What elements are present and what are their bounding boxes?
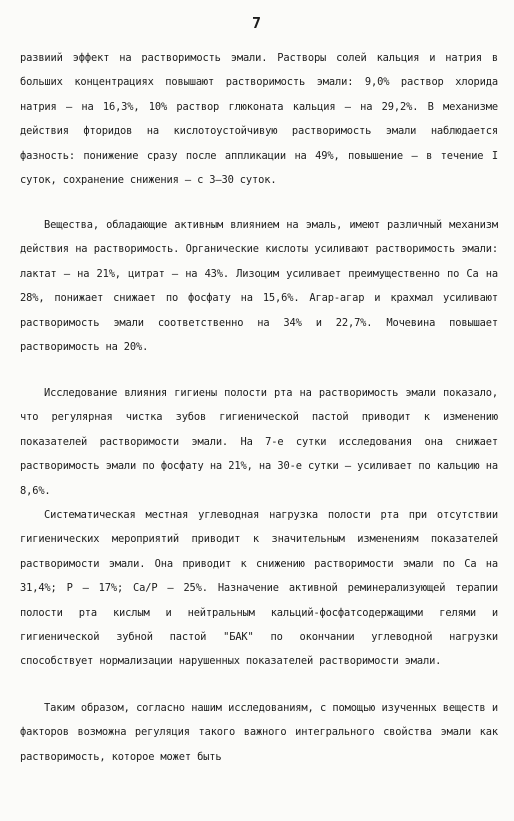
page-number: 7 (251, 14, 263, 32)
text-paragraph-1 (20, 46, 498, 192)
text-paragraph-4 (20, 503, 498, 674)
paragraph-text: Исследование влияния гигиены полости рта на растворимость эмали показало, что регулярная чистка зубов гигиенической пастой приводит к изменению показателей растворимости эмали. На 7-е сутки исследования она снижает растворимость эмали по фосфату на 21%, на 30-е сутки – усиливает по кальцию на 8,6%. (20, 387, 498, 497)
text-paragraph-5 (20, 696, 498, 769)
paragraph-text: развиий эффект на растворимость эмали. Растворы солей кальция и натрия в больших концентрациях повышают растворимость эмали: 9,0% раствор хлорида натрия – на 16,3%, 10% раствор глюконата кальция – на 29,2%. В механизме действия фторидов на кислотоустойчивую растворимость эмали наблюдается фазность: понижение сразу после аппликации на 49%, повышение – в течение I суток, сохранение снижения – с 3–30 суток. (20, 52, 498, 187)
text-paragraph-3 (20, 381, 498, 503)
text-paragraph-2 (20, 213, 498, 359)
paragraph-text: Систематическая местная углеводная нагрузка полости рта при отсутствии гигиенических мероприятий приводит к значительным изменениям показателей растворимости эмали. Она приводит к снижению растворимости эмали по Ca на 31,4%; P – 17%; Ca/P – 25%. Назначение активной реминерализующей терапии полости рта кислым и нейтральным кальций-фосфатсодержащими гелями и гигиенической зубной пастой "БАК" по окончании углеводной нагрузки способствует нормализации нарушенных показателей растворимости эмали. (20, 509, 498, 668)
paragraph-text: Таким образом, согласно нашим исследованиям, с помощью изученных веществ и факторов возможна регуляция такого важного интегрального свойства эмали как растворимость, которое может быть (20, 702, 498, 763)
paragraph-text: Вещества, обладающие активным влиянием на эмаль, имеют различный механизм действия на растворимость. Органические кислоты усиливают растворимость эмали: лактат – на 21%, цитрат – на 43%. Лизоцим усиливает преимущественно по Ca на 28%, понижает снижает по фосфату на 15,6%. Агар-агар и крахмал усиливают растворимость эмали соответственно на 34% и 22,7%. Мочевина повышает растворимость на 20%. (20, 219, 498, 354)
